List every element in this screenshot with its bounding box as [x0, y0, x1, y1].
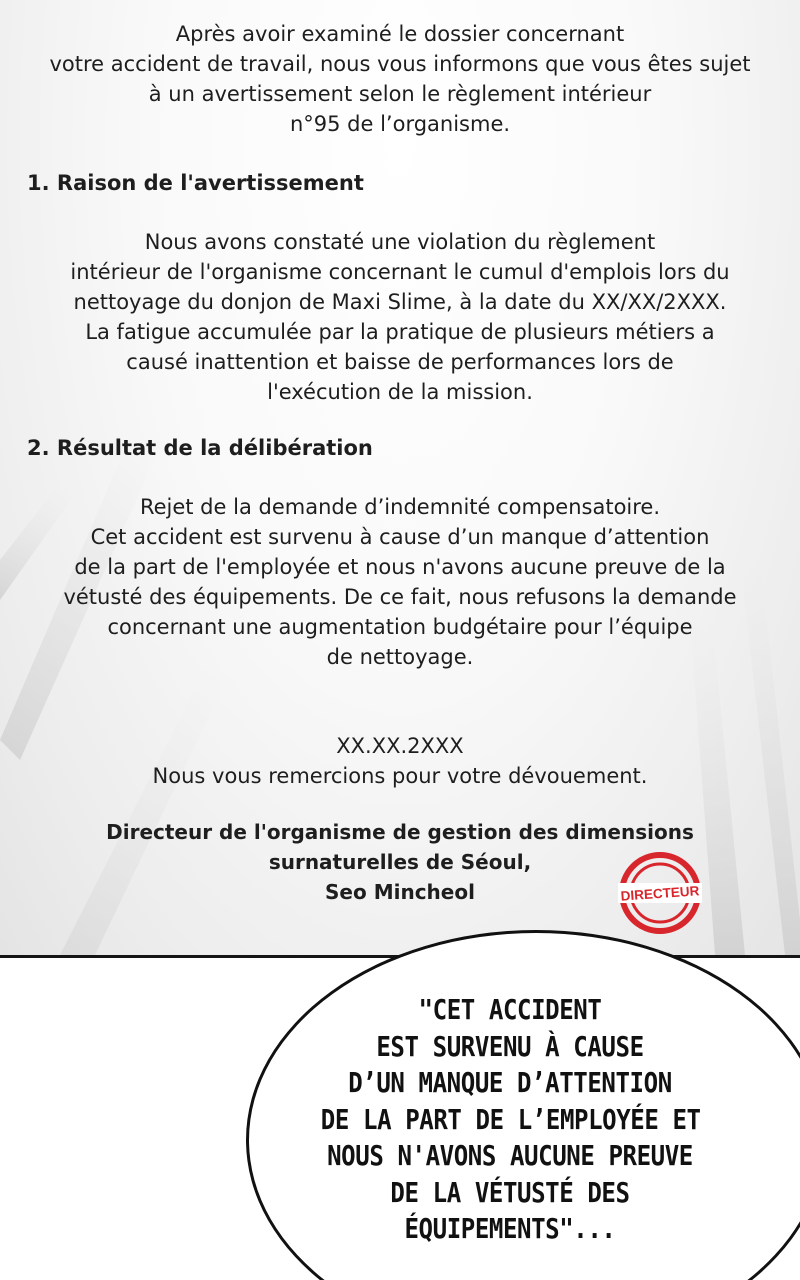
section2-line: de nettoyage.: [326, 645, 474, 669]
intro-line: n°95 de l’organisme.: [289, 112, 511, 136]
intro-line: à un avertissement selon le règlement intérieur: [148, 82, 652, 106]
section2-line: Cet accident est survenu à cause d’un manque d’attention: [90, 525, 710, 549]
section1-heading: 1. Raison de l'avertissement: [27, 171, 364, 195]
intro-line: Après avoir examiné le dossier concernant: [175, 22, 625, 46]
signature-line: Seo Mincheol: [325, 880, 475, 904]
section2-paragraph: [20, 492, 780, 672]
intro-paragraph: [20, 19, 780, 139]
section1-line: nettoyage du donjon de Maxi Slime, à la date du XX/XX/2XXX.: [73, 290, 727, 314]
speech-bubble-text: [321, 992, 699, 1248]
bubble-line: DE LA VÉTUSTÉ DES: [390, 1175, 630, 1209]
bubble-line: EST SURVENU À CAUSE: [376, 1029, 644, 1063]
director-stamp: [618, 851, 702, 935]
section2-line: concernant une augmentation budgétaire pour l’équipe: [107, 615, 693, 639]
section2-line: vétusté des équipements. De ce fait, nous refusons la demande: [63, 585, 737, 609]
stamp-text: DIRECTEUR: [620, 883, 700, 904]
signature-line: Directeur de l'organisme de gestion des dimensions: [106, 820, 694, 844]
section1-paragraph: [20, 227, 780, 407]
letter-date: XX.XX.2XXX: [336, 734, 464, 758]
bubble-line: D’UN MANQUE D’ATTENTION: [348, 1066, 672, 1099]
section1-line: causé inattention et baisse de performances lors de: [126, 350, 674, 374]
section2-line: de la part de l'employée et nous n'avons aucune preuve de la: [74, 555, 726, 579]
bubble-line: NOUS N'AVONS AUCUNE PREUVE: [327, 1139, 693, 1172]
intro-line: votre accident de travail, nous vous informons que vous êtes sujet: [49, 52, 751, 76]
section1-line: La fatigue accumulée par la pratique de plusieurs métiers a: [85, 320, 715, 344]
section2-line: Rejet de la demande d’indemnité compensatoire.: [139, 495, 661, 519]
section1-line: l'exécution de la mission.: [267, 380, 533, 404]
section2-heading: 2. Résultat de la délibération: [27, 436, 373, 460]
thanks-line: Nous vous remercions pour votre dévouement.: [152, 764, 648, 788]
section1-line: intérieur de l'organisme concernant le cumul d'emplois lors du: [70, 260, 730, 284]
bubble-line: DE LA PART DE L’EMPLOYÉE ET: [320, 1102, 701, 1136]
closing-block: [20, 731, 780, 791]
section1-line: Nous avons constaté une violation du règlement: [144, 230, 656, 254]
bubble-line: "CET ACCIDENT: [418, 993, 602, 1026]
signature-line: surnaturelles de Séoul,: [268, 850, 532, 874]
bubble-line: ÉQUIPEMENTS"...: [404, 1212, 616, 1245]
